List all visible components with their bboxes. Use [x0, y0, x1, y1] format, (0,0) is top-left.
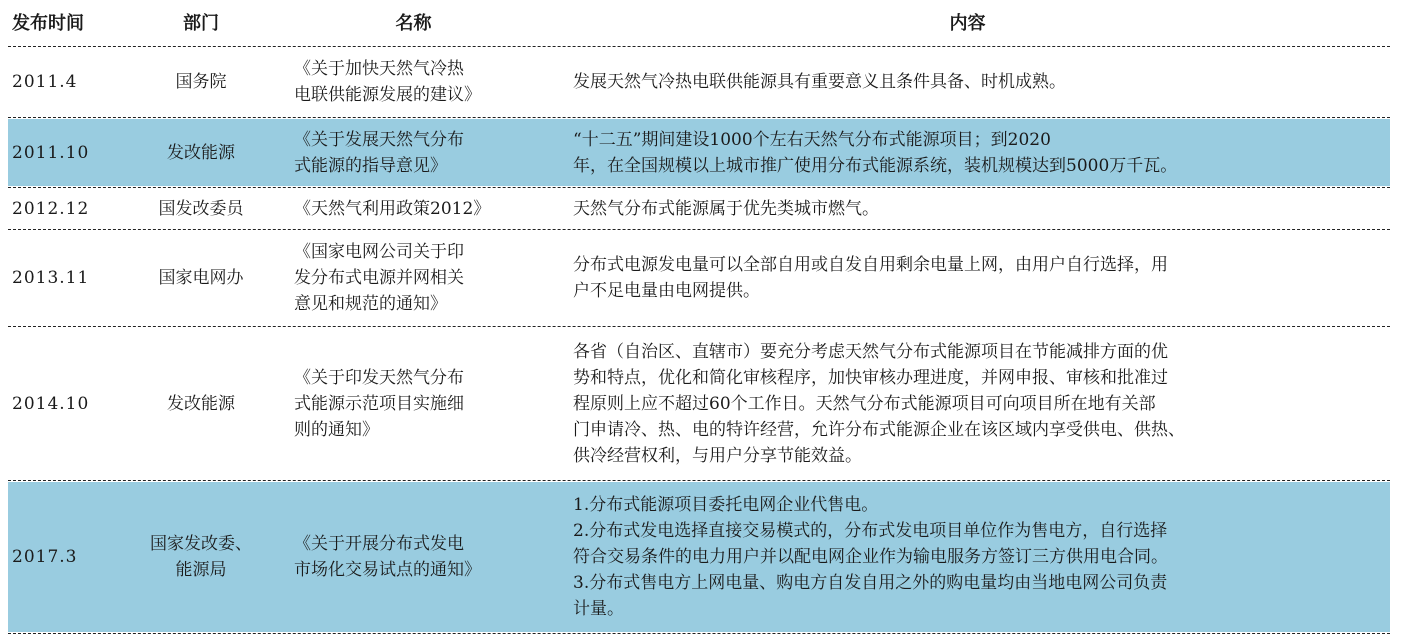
row-date: 2014.10: [12, 393, 90, 414]
header-date: 发布时间: [12, 12, 84, 34]
row-date: 2012.12: [12, 198, 90, 219]
table-row: [8, 231, 1390, 325]
table-row: [8, 48, 1390, 116]
row-department: 国家电网办: [158, 268, 244, 288]
header-content: 内容: [949, 12, 986, 34]
row-divider: [8, 480, 1390, 481]
row-divider: [8, 229, 1390, 230]
table-bottom-border: [8, 633, 1390, 634]
row-content: “十二五”期间建设1000个左右天然气分布式能源项目；到2020 年，在全国规模以上城市推广使用分布式能源系统，装机规模达到5000万千瓦。: [573, 129, 1178, 176]
row-department: 国务院: [175, 72, 227, 92]
table-row: [8, 119, 1390, 186]
header-name: 名称: [395, 12, 432, 34]
row-content: 发展天然气冷热电联供能源具有重要意义且条件具备、时机成熟。: [573, 72, 1066, 92]
row-name: 《关于发展天然气分布 式能源的指导意见》: [294, 129, 464, 176]
row-date: 2011.4: [12, 72, 78, 92]
row-content: 天然气分布式能源属于优先类城市燃气。: [573, 198, 879, 219]
row-date: 2017.3: [12, 547, 78, 567]
row-name: 《关于开展分布式发电 市场化交易试点的通知》: [294, 534, 481, 580]
row-department: 国发改委员: [158, 198, 244, 219]
row-date: 2011.10: [12, 142, 90, 163]
row-content: 各省（自治区、直辖市）要充分考虑天然气分布式能源项目在节能减排方面的优 势和特点，优化和简化审核程序，加快审核办理进度，并网申报、审核和批准过 程原则上应不超过60个工作日。天然气分布式能源项目可向项目所在地有关部 门申请冷、热、电的特许经营，允许分布式能源企业在该区域内享受供电、供热、 供冷经营权利，与用户分享节能效益。: [573, 341, 1185, 466]
row-department: 发改能源: [167, 142, 235, 163]
row-name: 《国家电网公司关于印 发分布式电源并网相关 意见和规范的通知》: [294, 242, 464, 314]
table-row: [8, 328, 1390, 479]
row-name: 《天然气利用政策2012》: [294, 198, 491, 219]
row-divider: [8, 326, 1390, 327]
row-name: 《关于加快天然气冷热 电联供能源发展的建议》: [294, 59, 481, 105]
row-department: 国家发改委、 能源局: [150, 534, 252, 580]
row-content: 分布式电源发电量可以全部自用或自发自用剩余电量上网，由用户自行选择，用 户不足电量由电网提供。: [573, 255, 1168, 301]
header-divider: [8, 46, 1390, 47]
table-row: [8, 189, 1390, 228]
table-header-row: [8, 0, 1390, 47]
row-date: 2013.11: [12, 268, 90, 288]
row-content: 1.分布式能源项目委托电网企业代售电。 2.分布式发电选择直接交易模式的，分布式发电项目单位作为售电方，自行选择 符合交易条件的电力用户并以配电网企业作为输电服务方签订三方供用电合同。 3.分布式售电方上网电量、购电方自发自用之外的购电量均由当地电网公司负责 计量。: [573, 495, 1168, 619]
row-divider: [8, 117, 1390, 118]
header-department: 部门: [183, 12, 219, 34]
table-row: [8, 482, 1390, 632]
row-name: 《关于印发天然气分布 式能源示范项目实施细 则的通知》: [294, 367, 464, 440]
row-department: 发改能源: [167, 393, 235, 414]
policy-table-page: [8, 0, 1390, 641]
row-divider: [8, 187, 1390, 188]
